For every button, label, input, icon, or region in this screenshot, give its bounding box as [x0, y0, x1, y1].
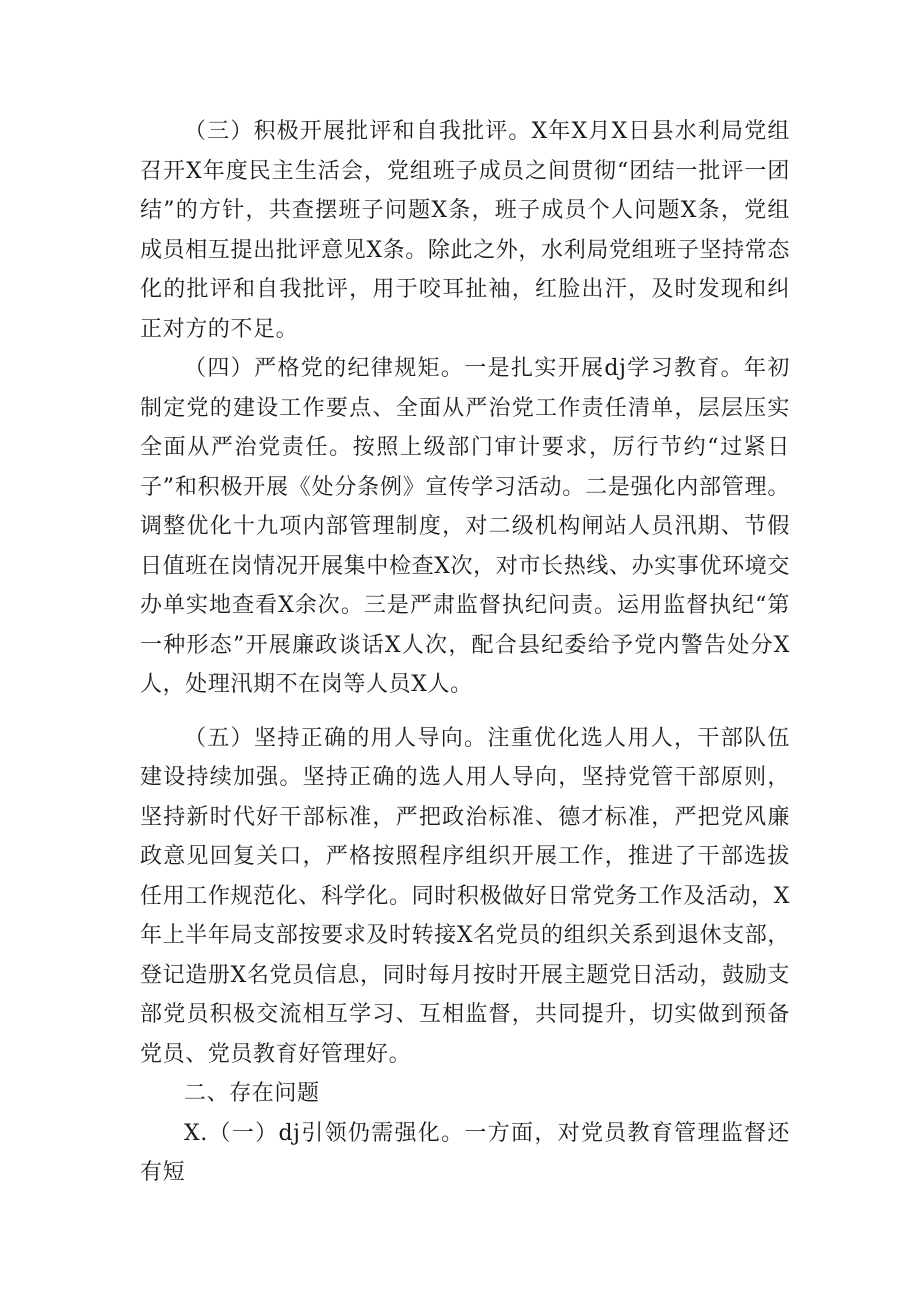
paragraph-personnel: （五）坚持正确的用人导向。注重优化选人用人，干部队伍建设持续加强。坚持正确的选人用人导向，坚持党管干部原则，坚持新时代好干部标准，严把政治标准、德才标准，严把党风廉政意见回复关口，严格按照程序组织开展工作，推进了干部选拔任用工作规范化、科学化。同时积极做好日常党务工作及活动，X年上半年局支部按要求及时转接X名党员的组织关系到退休支部，登记造册X名党员信息，同时每月按时开展主题党日活动，鼓励支部党员积极交流相互学习、互相监督，共同提升，切实做到预备党员、党员教育好管理好。 — [140, 725, 790, 1067]
paragraph-criticism: （三）积极开展批评和自我批评。X年X月X日县水利局党组召开X年度民主生活会，党组班子成员之间贯彻“团结一批评一团结”的方针，共查摆班子问题X条，班子成员个人问题X条，党组成员相互提出批评意见X条。除此之外，水利局党组班子坚持常态化的批评和自我批评，用于咬耳扯袖，红脸出汗，及时发现和纠正对方的不足。 — [140, 119, 790, 342]
paragraph-discipline: （四）严格党的纪律规矩。一是扎实开展dj学习教育。年初制定党的建设工作要点、全面从严治党工作责任清单，层层压实全面从严治党责任。按照上级部门审计要求，厉行节约“过紧日子”和积极开展《处分条例》宣传学习活动。二是强化内部管理。调整优化十九项内部管理制度，对二级机构闸站人员汛期、节假日值班在岗情况开展集中检查X次，对市长热线、办实事优环境交办单实地查看X余次。三是严肃监督执纪问责。运用监督执纪“第一种形态”开展廉政谈话X人次，配合县纪委给予党内警告处分X人，处理汛期不在岗等人员X人。 — [140, 356, 790, 697]
paragraph-problem-one: X.（一）dj引领仍需强化。一方面，对党员教育管理监督还有短 — [140, 1120, 790, 1185]
section-heading-problems: 二、存在问题 — [184, 1081, 320, 1106]
document-body — [140, 112, 790, 1193]
